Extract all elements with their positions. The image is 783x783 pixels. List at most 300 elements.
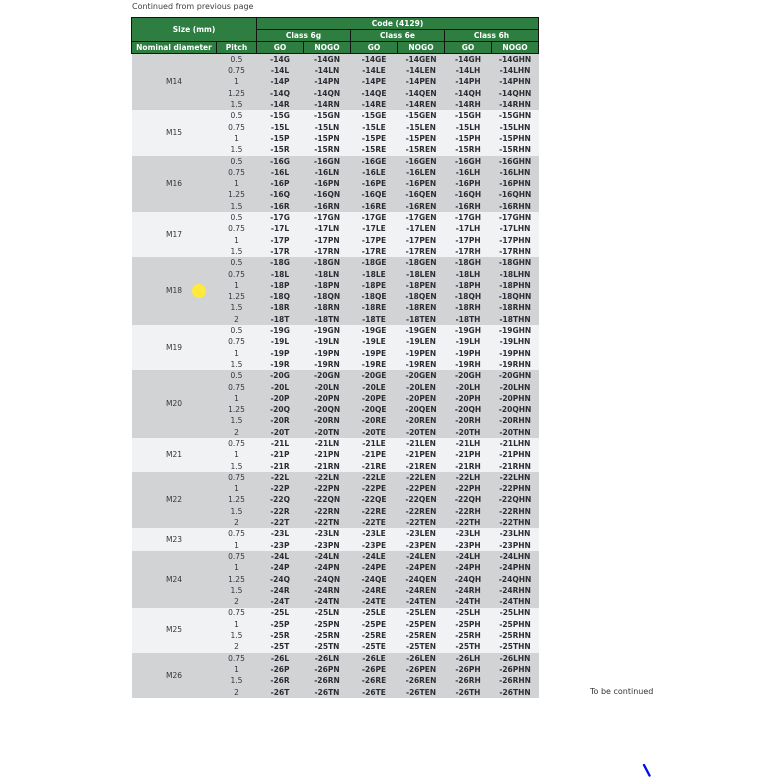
code-cell: -19G	[257, 325, 304, 336]
code-cell: -16LHN	[492, 167, 539, 178]
code-cell: -21RHN	[492, 461, 539, 472]
code-cell: -16LE	[351, 167, 398, 178]
pitch-cell: 0.75	[217, 472, 257, 483]
code-cell: -24RN	[304, 585, 351, 596]
nominal-diameter-cell	[132, 212, 217, 257]
pitch-cell: 0.75	[217, 438, 257, 449]
code-cell: -18TEN	[398, 314, 445, 325]
pitch-cell: 1.5	[217, 461, 257, 472]
code-cell: -16LH	[445, 167, 492, 178]
code-cell: -25PEN	[398, 619, 445, 630]
nominal-diameter-header: Nominal diameter	[132, 42, 217, 54]
code-cell: -25RE	[351, 630, 398, 641]
diameter-label: M26	[165, 670, 182, 680]
code-cell: -16QEN	[398, 190, 445, 201]
code-cell: -19RHN	[492, 359, 539, 370]
code-cell: -18QEN	[398, 291, 445, 302]
code-cell: -14QE	[351, 88, 398, 99]
code-cell: -22LE	[351, 472, 398, 483]
code-cell: -17LN	[304, 223, 351, 234]
code-cell: -14Q	[257, 88, 304, 99]
code-cell: -21REN	[398, 461, 445, 472]
code-cell: -17LHN	[492, 223, 539, 234]
code-cell: -15LHN	[492, 122, 539, 133]
code-cell: -19RH	[445, 359, 492, 370]
code-cell: -20GHN	[492, 370, 539, 381]
code-cell: -19PHN	[492, 348, 539, 359]
code-cell: -15PE	[351, 133, 398, 144]
blue-pen-mark	[642, 764, 652, 777]
code-cell: -19GHN	[492, 325, 539, 336]
code-cell: -17LE	[351, 223, 398, 234]
code-cell: -18Q	[257, 291, 304, 302]
code-cell: -14RN	[304, 99, 351, 110]
code-cell: -19L	[257, 336, 304, 347]
code-cell: -23L	[257, 528, 304, 539]
diameter-label: M15	[165, 128, 182, 138]
code-cell: -19LHN	[492, 336, 539, 347]
code-cell: -24PE	[351, 562, 398, 573]
code-cell: -23LE	[351, 528, 398, 539]
code-cell: -17GH	[445, 212, 492, 223]
class-header-2: Class 6e	[351, 30, 445, 42]
code-cell: -18TE	[351, 314, 398, 325]
code-cell: -14REN	[398, 99, 445, 110]
code-cell: -20GE	[351, 370, 398, 381]
code-cell: -20L	[257, 382, 304, 393]
code-cell: -14RHN	[492, 99, 539, 110]
pitch-cell: 1.25	[217, 495, 257, 506]
code-cell: -25RH	[445, 630, 492, 641]
code-cell: -16REN	[398, 201, 445, 212]
code-cell: -24TH	[445, 596, 492, 607]
code-cell: -17GE	[351, 212, 398, 223]
code-cell: -15GN	[304, 110, 351, 121]
pitch-cell: 2	[217, 517, 257, 528]
thread-gauge-code-table	[131, 17, 539, 698]
code-cell: -17LEN	[398, 223, 445, 234]
code-cell: -17PH	[445, 235, 492, 246]
nominal-diameter-cell	[132, 551, 217, 607]
code-cell: -26PHN	[492, 664, 539, 675]
code-cell: -18REN	[398, 303, 445, 314]
pitch-cell: 1	[217, 77, 257, 88]
code-cell: -25TEN	[398, 641, 445, 652]
code-cell: -26THN	[492, 687, 539, 698]
code-cell: -22TE	[351, 517, 398, 528]
code-cell: -22RN	[304, 506, 351, 517]
code-cell: -20TE	[351, 427, 398, 438]
pitch-cell: 1	[217, 619, 257, 630]
code-cell: -20RE	[351, 416, 398, 427]
code-cell: -19RE	[351, 359, 398, 370]
pitch-cell: 1	[217, 393, 257, 404]
diameter-label: M14	[165, 77, 182, 87]
code-cell: -23LHN	[492, 528, 539, 539]
code-cell: -26PE	[351, 664, 398, 675]
pitch-cell: 0.75	[217, 382, 257, 393]
code-cell: -21LN	[304, 438, 351, 449]
code-cell: -20LH	[445, 382, 492, 393]
pitch-cell: 2	[217, 641, 257, 652]
class-header-1: Class 6g	[257, 30, 351, 42]
code-cell: -14L	[257, 65, 304, 76]
code-cell: -25PH	[445, 619, 492, 630]
code-cell: -21LH	[445, 438, 492, 449]
code-cell: -22P	[257, 483, 304, 494]
pitch-cell: 1	[217, 133, 257, 144]
code-cell: -17REN	[398, 246, 445, 257]
size-mm-header: Size (mm)	[132, 18, 257, 42]
code-cell: -24Q	[257, 574, 304, 585]
code-cell: -15RHN	[492, 144, 539, 155]
code-cell: -26PH	[445, 664, 492, 675]
code-cell: -22L	[257, 472, 304, 483]
nominal-diameter-cell	[132, 608, 217, 653]
code-cell: -20T	[257, 427, 304, 438]
code-cell: -14GEN	[398, 54, 445, 66]
code-cell: -26TEN	[398, 687, 445, 698]
code-cell: -17PEN	[398, 235, 445, 246]
code-cell: -22PN	[304, 483, 351, 494]
code-cell: -24QHN	[492, 574, 539, 585]
nogo-header-6g: NOGO	[304, 42, 351, 54]
code-cell: -14QHN	[492, 88, 539, 99]
pitch-cell: 0.75	[217, 167, 257, 178]
code-cell: -14LE	[351, 65, 398, 76]
table-row	[132, 325, 539, 336]
pitch-cell: 1.5	[217, 144, 257, 155]
code-cell: -16L	[257, 167, 304, 178]
code-cell: -20LHN	[492, 382, 539, 393]
code-cell: -18GE	[351, 257, 398, 268]
code-cell: -18QE	[351, 291, 398, 302]
code-cell: -22LH	[445, 472, 492, 483]
code-cell: -15G	[257, 110, 304, 121]
code-cell: -25R	[257, 630, 304, 641]
code-cell: -24P	[257, 562, 304, 573]
code-cell: -20QHN	[492, 404, 539, 415]
code-cell: -15PH	[445, 133, 492, 144]
code-cell: -20PE	[351, 393, 398, 404]
code-cell: -14G	[257, 54, 304, 66]
code-cell: -23PEN	[398, 540, 445, 551]
code-cell: -21RN	[304, 461, 351, 472]
code-cell: -26RHN	[492, 675, 539, 686]
code-cell: -21PEN	[398, 449, 445, 460]
pitch-cell: 2	[217, 314, 257, 325]
code-cell: -26RE	[351, 675, 398, 686]
code-cell: -17PHN	[492, 235, 539, 246]
code-cell: -22R	[257, 506, 304, 517]
code-cell: -19RN	[304, 359, 351, 370]
code-cell: -21PH	[445, 449, 492, 460]
code-cell: -26R	[257, 675, 304, 686]
code-cell: -25LE	[351, 608, 398, 619]
code-cell: -20R	[257, 416, 304, 427]
code-cell: -24LHN	[492, 551, 539, 562]
code-cell: -20QE	[351, 404, 398, 415]
code-cell: -24RHN	[492, 585, 539, 596]
code-cell: -14GHN	[492, 54, 539, 66]
code-cell: -15GH	[445, 110, 492, 121]
code-cell: -23PE	[351, 540, 398, 551]
code-cell: -14PH	[445, 77, 492, 88]
code-cell: -22LEN	[398, 472, 445, 483]
code-cell: -25PE	[351, 619, 398, 630]
pitch-cell: 2	[217, 596, 257, 607]
code-cell: -16GHN	[492, 156, 539, 167]
code-cell: -18PE	[351, 280, 398, 291]
pitch-cell: 0.75	[217, 122, 257, 133]
code-cell: -17PE	[351, 235, 398, 246]
code-cell: -14RH	[445, 99, 492, 110]
code-cell: -20PHN	[492, 393, 539, 404]
code-cell: -18RH	[445, 303, 492, 314]
nogo-header-6e: NOGO	[398, 42, 445, 54]
to-be-continued-note: To be continued	[590, 687, 654, 696]
table-row	[132, 438, 539, 449]
code-cell: -26LN	[304, 653, 351, 664]
code-cell: -18R	[257, 303, 304, 314]
pitch-cell: 0.75	[217, 269, 257, 280]
pitch-cell: 0.75	[217, 336, 257, 347]
code-cell: -24PN	[304, 562, 351, 573]
code-cell: -17PN	[304, 235, 351, 246]
code-cell: -18PHN	[492, 280, 539, 291]
code-cell: -22TEN	[398, 517, 445, 528]
code-cell: -26LEN	[398, 653, 445, 664]
code-cell: -18TH	[445, 314, 492, 325]
code-cell: -17RN	[304, 246, 351, 257]
nogo-header-6h: NOGO	[492, 42, 539, 54]
code-cell: -15RE	[351, 144, 398, 155]
code-cell: -14RE	[351, 99, 398, 110]
code-cell: -25RHN	[492, 630, 539, 641]
code-cell: -16Q	[257, 190, 304, 201]
pitch-cell: 0.5	[217, 54, 257, 66]
pitch-cell: 1	[217, 449, 257, 460]
diameter-label: M17	[165, 230, 182, 239]
code-cell: -23PN	[304, 540, 351, 551]
code-cell: -26PEN	[398, 664, 445, 675]
code-cell: -22LN	[304, 472, 351, 483]
pitch-cell: 1.5	[217, 246, 257, 257]
code-cell: -14R	[257, 99, 304, 110]
code-cell: -24QH	[445, 574, 492, 585]
code-cell: -20QN	[304, 404, 351, 415]
code-cell: -17G	[257, 212, 304, 223]
code-cell: -22THN	[492, 517, 539, 528]
code-cell: -14PHN	[492, 77, 539, 88]
code-cell: -22LHN	[492, 472, 539, 483]
code-cell: -14PEN	[398, 77, 445, 88]
code-cell: -18LH	[445, 269, 492, 280]
code-cell: -14QEN	[398, 88, 445, 99]
code-cell: -18GN	[304, 257, 351, 268]
code-cell: -19P	[257, 348, 304, 359]
code-cell: -18GHN	[492, 257, 539, 268]
code-cell: -18THN	[492, 314, 539, 325]
code-cell: -15LE	[351, 122, 398, 133]
pitch-cell: 1.25	[217, 574, 257, 585]
pitch-cell: 1.5	[217, 416, 257, 427]
table-row	[132, 212, 539, 223]
code-cell: -23PHN	[492, 540, 539, 551]
code-cell: -15PN	[304, 133, 351, 144]
code-cell: -17LH	[445, 223, 492, 234]
code-cell: -23LN	[304, 528, 351, 539]
code-cell: -20TEN	[398, 427, 445, 438]
code-cell: -25LEN	[398, 608, 445, 619]
code-cell: -21R	[257, 461, 304, 472]
code-cell: -22QEN	[398, 495, 445, 506]
code-cell: -24QE	[351, 574, 398, 585]
code-cell: -18QN	[304, 291, 351, 302]
code-cell: -15PEN	[398, 133, 445, 144]
code-cell: -16R	[257, 201, 304, 212]
code-cell: -15LN	[304, 122, 351, 133]
code-cell: -18LEN	[398, 269, 445, 280]
code-cell: -25THN	[492, 641, 539, 652]
pitch-cell: 0.75	[217, 223, 257, 234]
code-cell: -16RE	[351, 201, 398, 212]
code-cell: -22QH	[445, 495, 492, 506]
diameter-label: M23	[165, 535, 182, 545]
code-cell: -15REN	[398, 144, 445, 155]
code-cell: -14GE	[351, 54, 398, 66]
code-cell: -20RHN	[492, 416, 539, 427]
code-cell: -25P	[257, 619, 304, 630]
nominal-diameter-cell	[132, 110, 217, 155]
code-cell: -22RE	[351, 506, 398, 517]
code-cell: -24L	[257, 551, 304, 562]
code-cell: -16QN	[304, 190, 351, 201]
code-cell: -25PHN	[492, 619, 539, 630]
pitch-cell: 1	[217, 178, 257, 189]
code-cell: -26PN	[304, 664, 351, 675]
code-cell: -17GHN	[492, 212, 539, 223]
code-cell: -20PEN	[398, 393, 445, 404]
code-cell: -23LEN	[398, 528, 445, 539]
code-cell: -16P	[257, 178, 304, 189]
code-cell: -14LH	[445, 65, 492, 76]
code-cell: -20TN	[304, 427, 351, 438]
code-cell: -26T	[257, 687, 304, 698]
code-cell: -17P	[257, 235, 304, 246]
code-cell: -22QE	[351, 495, 398, 506]
code-cell: -22PH	[445, 483, 492, 494]
code-cell: -23P	[257, 540, 304, 551]
code-cell: -24REN	[398, 585, 445, 596]
pitch-cell: 1.5	[217, 630, 257, 641]
code-cell: -25LN	[304, 608, 351, 619]
code-cell: -24LN	[304, 551, 351, 562]
code-cell: -15GE	[351, 110, 398, 121]
code-cell: -24PEN	[398, 562, 445, 573]
pitch-cell: 1	[217, 664, 257, 675]
code-cell: -16RH	[445, 201, 492, 212]
code-cell: -21L	[257, 438, 304, 449]
table-row	[132, 156, 539, 167]
pitch-cell: 2	[217, 427, 257, 438]
code-cell: -18LN	[304, 269, 351, 280]
code-cell: -25TH	[445, 641, 492, 652]
code-cell: -24TE	[351, 596, 398, 607]
code-cell: -16GH	[445, 156, 492, 167]
code-cell: -19LE	[351, 336, 398, 347]
code-cell: -20GN	[304, 370, 351, 381]
code-cell: -19R	[257, 359, 304, 370]
pitch-cell: 0.75	[217, 528, 257, 539]
code-cell: -17RHN	[492, 246, 539, 257]
code-cell: -20GH	[445, 370, 492, 381]
code-cell: -26RN	[304, 675, 351, 686]
code-cell: -24TEN	[398, 596, 445, 607]
code-cell: -21PN	[304, 449, 351, 460]
diameter-label: M25	[165, 625, 182, 635]
code-cell: -16PE	[351, 178, 398, 189]
code-cell: -15L	[257, 122, 304, 133]
pitch-header: Pitch	[217, 42, 257, 54]
code-cell: -15GHN	[492, 110, 539, 121]
code-cell: -14GN	[304, 54, 351, 66]
code-cell: -24PHN	[492, 562, 539, 573]
code-cell: -26LHN	[492, 653, 539, 664]
diameter-label: M19	[165, 342, 182, 352]
code-cell: -21RH	[445, 461, 492, 472]
code-cell: -18T	[257, 314, 304, 325]
code-cell: -21PE	[351, 449, 398, 460]
code-cell: -22Q	[257, 495, 304, 506]
code-cell: -17L	[257, 223, 304, 234]
code-cell: -18PEN	[398, 280, 445, 291]
code-cell: -16PH	[445, 178, 492, 189]
table-row	[132, 370, 539, 381]
code-cell: -19LN	[304, 336, 351, 347]
code-cell: -25LHN	[492, 608, 539, 619]
code-cell: -16LN	[304, 167, 351, 178]
code-cell: -25L	[257, 608, 304, 619]
code-cell: -25PN	[304, 619, 351, 630]
pitch-cell: 0.5	[217, 156, 257, 167]
pitch-cell: 1	[217, 483, 257, 494]
diameter-label: M24	[165, 574, 182, 584]
code-cell: -19GH	[445, 325, 492, 336]
code-cell: -21P	[257, 449, 304, 460]
pitch-cell: 1.5	[217, 585, 257, 596]
code-cell: -20GEN	[398, 370, 445, 381]
code-4129-header: Code (4129)	[257, 18, 539, 30]
pitch-cell: 1	[217, 540, 257, 551]
code-cell: -18QHN	[492, 291, 539, 302]
pitch-cell: 0.75	[217, 551, 257, 562]
code-cell: -17R	[257, 246, 304, 257]
nominal-diameter-cell	[132, 438, 217, 472]
code-cell: -22REN	[398, 506, 445, 517]
code-cell: -18PN	[304, 280, 351, 291]
code-cell: -22PHN	[492, 483, 539, 494]
code-cell: -19LEN	[398, 336, 445, 347]
code-cell: -18L	[257, 269, 304, 280]
pitch-cell: 1.25	[217, 190, 257, 201]
code-cell: -15PHN	[492, 133, 539, 144]
pitch-cell: 1.5	[217, 201, 257, 212]
code-cell: -24T	[257, 596, 304, 607]
code-cell: -25REN	[398, 630, 445, 641]
code-cell: -20Q	[257, 404, 304, 415]
go-header-6h: GO	[445, 42, 492, 54]
